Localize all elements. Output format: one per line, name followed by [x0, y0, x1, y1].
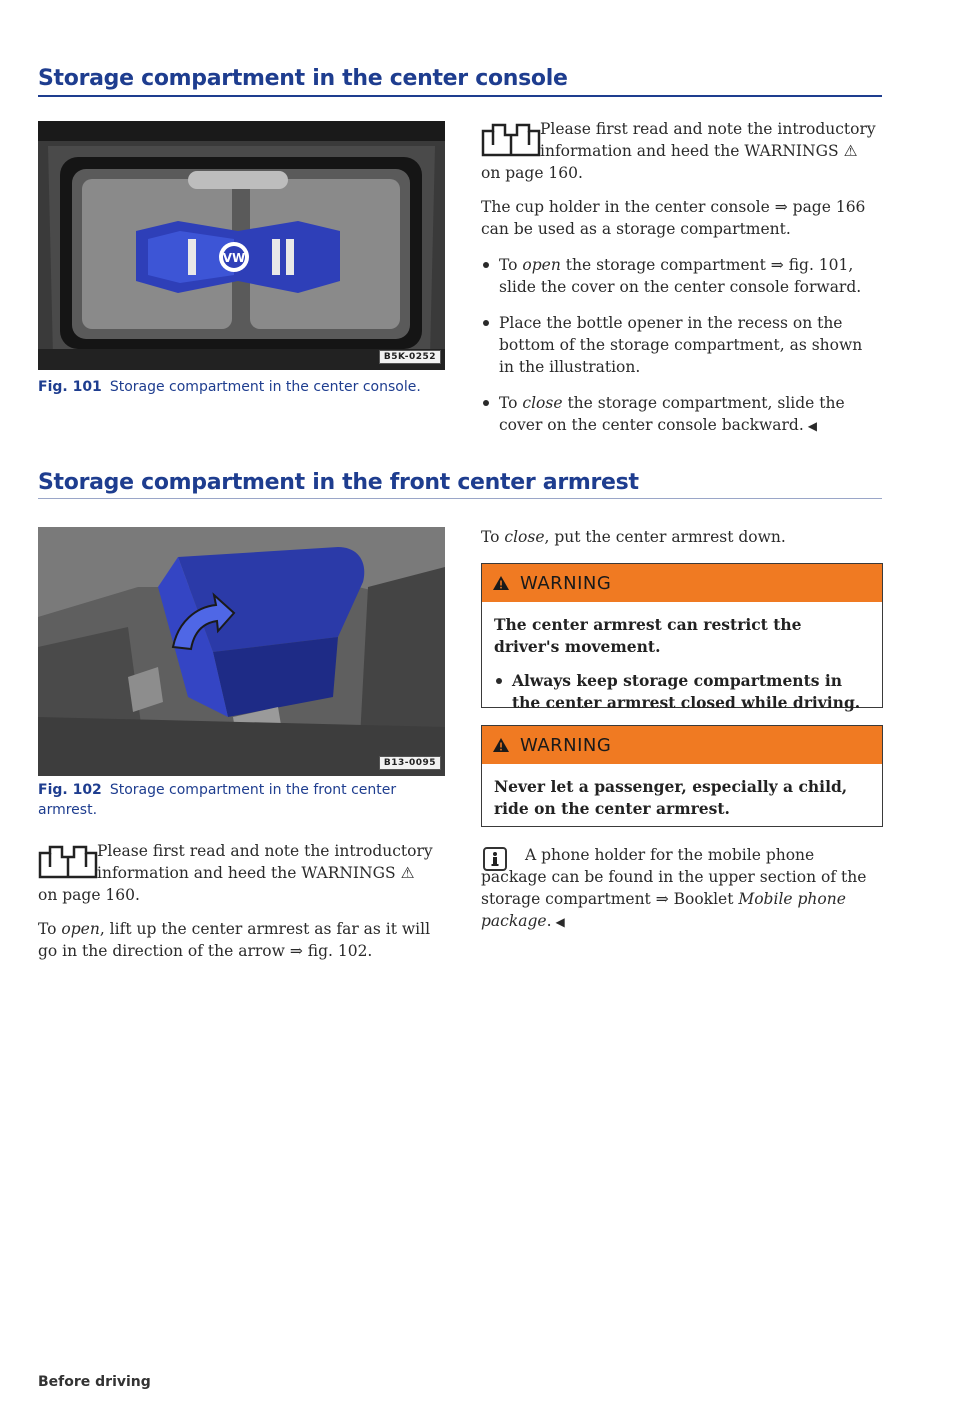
end-of-section-mark: ◀ — [555, 915, 565, 929]
warning-header — [482, 564, 882, 602]
figure-102-front-armrest — [38, 527, 445, 776]
warning-bullet: Always keep storage compartments in the center armrest closed while driving. — [494, 670, 870, 714]
warning-text: Never let a passenger, especially a child, ride on the center armrest. — [494, 777, 848, 818]
center-console-illustration — [38, 121, 445, 370]
warning-triangle-icon: ⚠ — [400, 864, 415, 882]
note-line-1: Please first read and note the introductory — [97, 842, 433, 860]
armrest-illustration — [38, 527, 445, 776]
caption-text: Storage compartment in the center console. — [109, 379, 421, 395]
note-line-3: on page 160. — [38, 886, 140, 904]
warning-triangle-icon: ⚠ — [843, 142, 858, 160]
note-line-2: information and heed the WARNINGS ⚠ — [540, 142, 858, 160]
note-line-2: information and heed the WARNINGS ⚠ — [97, 864, 415, 882]
note-line-1: Please first read and note the introductory — [540, 120, 876, 138]
section-title-front-armrest: Storage compartment in the front center armrest — [38, 470, 639, 495]
section-rule — [38, 95, 882, 97]
svg-text:VW: VW — [222, 251, 246, 265]
end-of-section-mark: ◀ — [807, 419, 817, 433]
list-item-open: To open the storage compartment ⇒ fig. 101, slide the cover on the center console forward. — [481, 254, 881, 298]
list-item-close: To close the storage compartment, slide the cover on the center console backward. ◀ — [481, 392, 881, 437]
open-armrest-paragraph: To open, lift up the center armrest as far as it will go in the direction of the arrow ⇒ fig. 102. — [38, 920, 431, 960]
section-title-center-console: Storage compartment in the center console — [38, 66, 568, 91]
warning-header — [482, 726, 882, 764]
section2-left-body — [38, 840, 448, 962]
figure-102-caption — [38, 780, 438, 820]
warning-label: WARNING — [520, 572, 612, 594]
figure-code: B13-0095 — [379, 756, 441, 770]
warning-body — [482, 764, 882, 830]
close-armrest-paragraph: To close, put the center armrest down. — [481, 528, 786, 546]
caption-number: Fig. 101 — [38, 379, 102, 395]
note-line-3: on page 160. — [481, 164, 583, 182]
section-rule — [38, 498, 882, 499]
warning-box-restrict-movement — [481, 563, 883, 712]
figure-101-caption — [38, 377, 448, 397]
warning-triangle-icon — [492, 575, 510, 591]
warning-box-passenger — [481, 725, 883, 827]
warning-text: The center armrest can restrict the driver's movement. — [494, 615, 802, 656]
info-phone-holder: A phone holder for the mobile phone package can be found in the upper section of the storage compartment ⇒ Booklet Mobile phone package. ◀ — [481, 846, 867, 930]
cup-holder-paragraph: The cup holder in the center console ⇒ page 166 can be used as a storage compartment. — [481, 198, 866, 238]
warning-triangle-icon — [492, 737, 510, 753]
list-item-bottle-opener: Place the bottle opener in the recess on the bottom of the storage compartment, as shown in the illustration. — [481, 312, 881, 378]
page-footer: Before driving — [38, 1374, 151, 1390]
warning-body — [482, 602, 882, 724]
warning-label: WARNING — [520, 734, 612, 756]
caption-number: Fig. 102 — [38, 782, 102, 798]
figure-101-center-console — [38, 121, 445, 370]
section1-body — [481, 118, 881, 437]
caption-text: Storage compartment in the front center armrest. — [38, 782, 397, 818]
figure-code: B5K-0252 — [379, 350, 441, 364]
